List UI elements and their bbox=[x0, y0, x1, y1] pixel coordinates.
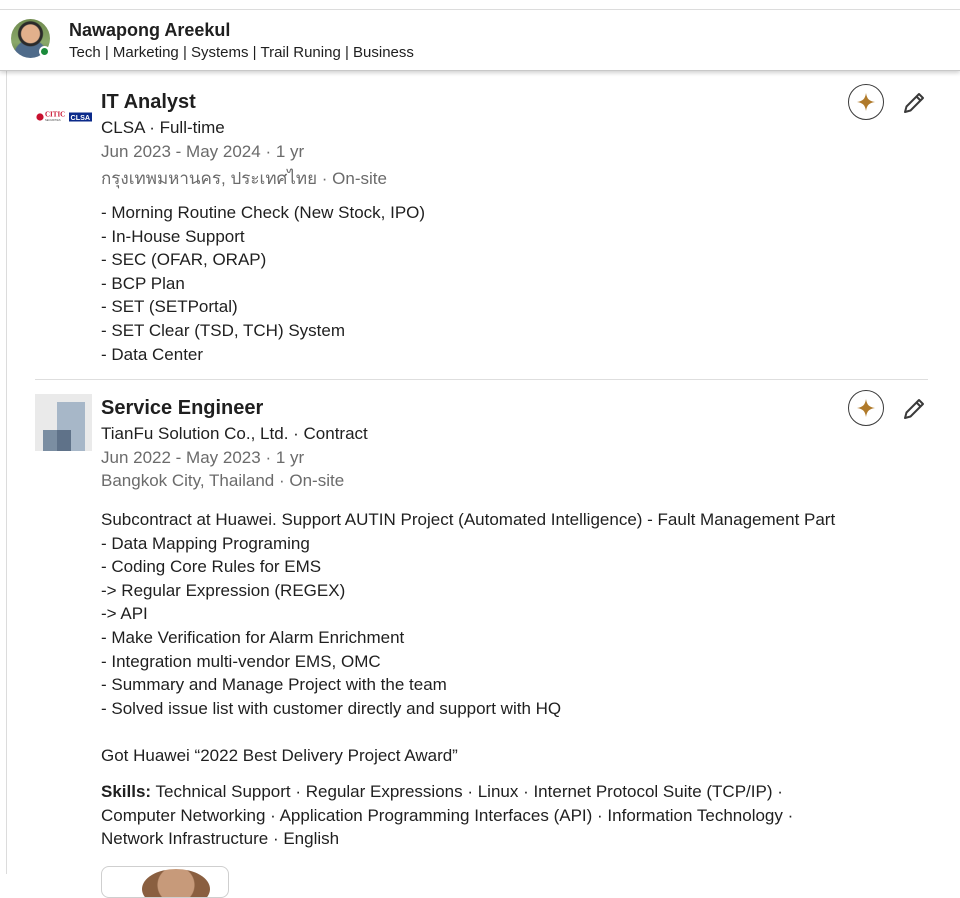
edit-button[interactable] bbox=[899, 88, 929, 118]
location: กรุงเทพมหานคร, ประเทศไทย · On-site bbox=[101, 169, 387, 188]
company-logo-placeholder[interactable] bbox=[35, 394, 92, 451]
sparkle-icon bbox=[856, 92, 876, 112]
entry-divider bbox=[35, 379, 928, 380]
pencil-icon bbox=[899, 88, 929, 118]
ai-rewrite-button[interactable] bbox=[848, 390, 884, 426]
online-status-dot bbox=[39, 46, 50, 57]
skills-label: Skills: bbox=[101, 782, 152, 801]
profile-name[interactable]: Nawapong Areekul bbox=[69, 20, 231, 40]
edit-button[interactable] bbox=[899, 394, 929, 424]
date-range: Jun 2022 - May 2023 · 1 yr bbox=[101, 448, 305, 467]
job-description: Subcontract at Huawei. Support AUTIN Project (Automated Intelligence) - Fault Management Part - Data Mapping Programing - Coding Core Rules for EMS -> Regular Expression (REGEX) -> API - Make Verification for Alarm Enrichment - Integration multi-vendor EMS, OMC - Summary and Manage Project with the team - Solved issue list with customer directly and support with HQ Got Huawei “2022 Best Delivery Project Award” bbox=[101, 510, 836, 765]
company-employment-type: CLSA · Full-time bbox=[101, 118, 225, 137]
logo-text-securities: SECURITIES bbox=[45, 119, 61, 122]
card-border bbox=[6, 70, 7, 874]
profile-headline: Tech | Marketing | Systems | Trail Runing | Business bbox=[69, 44, 414, 61]
media-attachment-thumbnail[interactable] bbox=[101, 866, 229, 898]
logo-text-clsa: CLSA bbox=[70, 113, 91, 122]
job-title: IT Analyst bbox=[101, 91, 196, 113]
pencil-icon bbox=[899, 394, 929, 424]
skills-list bbox=[101, 780, 841, 851]
job-description: - Morning Routine Check (New Stock, IPO) - In-House Support - SEC (OFAR, ORAP) - BCP Plan - SET (SETPortal) - SET Clear (TSD, TCH) System - Data Center bbox=[101, 203, 426, 364]
skills-text: Technical Support · Regular Expressions · Linux · Internet Protocol Suite (TCP/IP) · Computer Networking · Application Programming Interfaces (API) · Information Technology · Network Infrastructure · English bbox=[101, 782, 794, 849]
header-divider bbox=[0, 9, 960, 10]
media-image bbox=[142, 869, 210, 898]
logo-text-citic: CITIC bbox=[45, 110, 66, 119]
job-title: Service Engineer bbox=[101, 397, 264, 419]
company-logo-clsa[interactable] bbox=[35, 90, 92, 147]
location: Bangkok City, Thailand · On-site bbox=[101, 471, 345, 490]
sticky-profile-header bbox=[0, 0, 960, 71]
ai-rewrite-button[interactable] bbox=[848, 84, 884, 120]
company-employment-type: TianFu Solution Co., Ltd. · Contract bbox=[101, 424, 368, 443]
date-range: Jun 2023 - May 2024 · 1 yr bbox=[101, 142, 305, 161]
sparkle-icon bbox=[856, 398, 876, 418]
